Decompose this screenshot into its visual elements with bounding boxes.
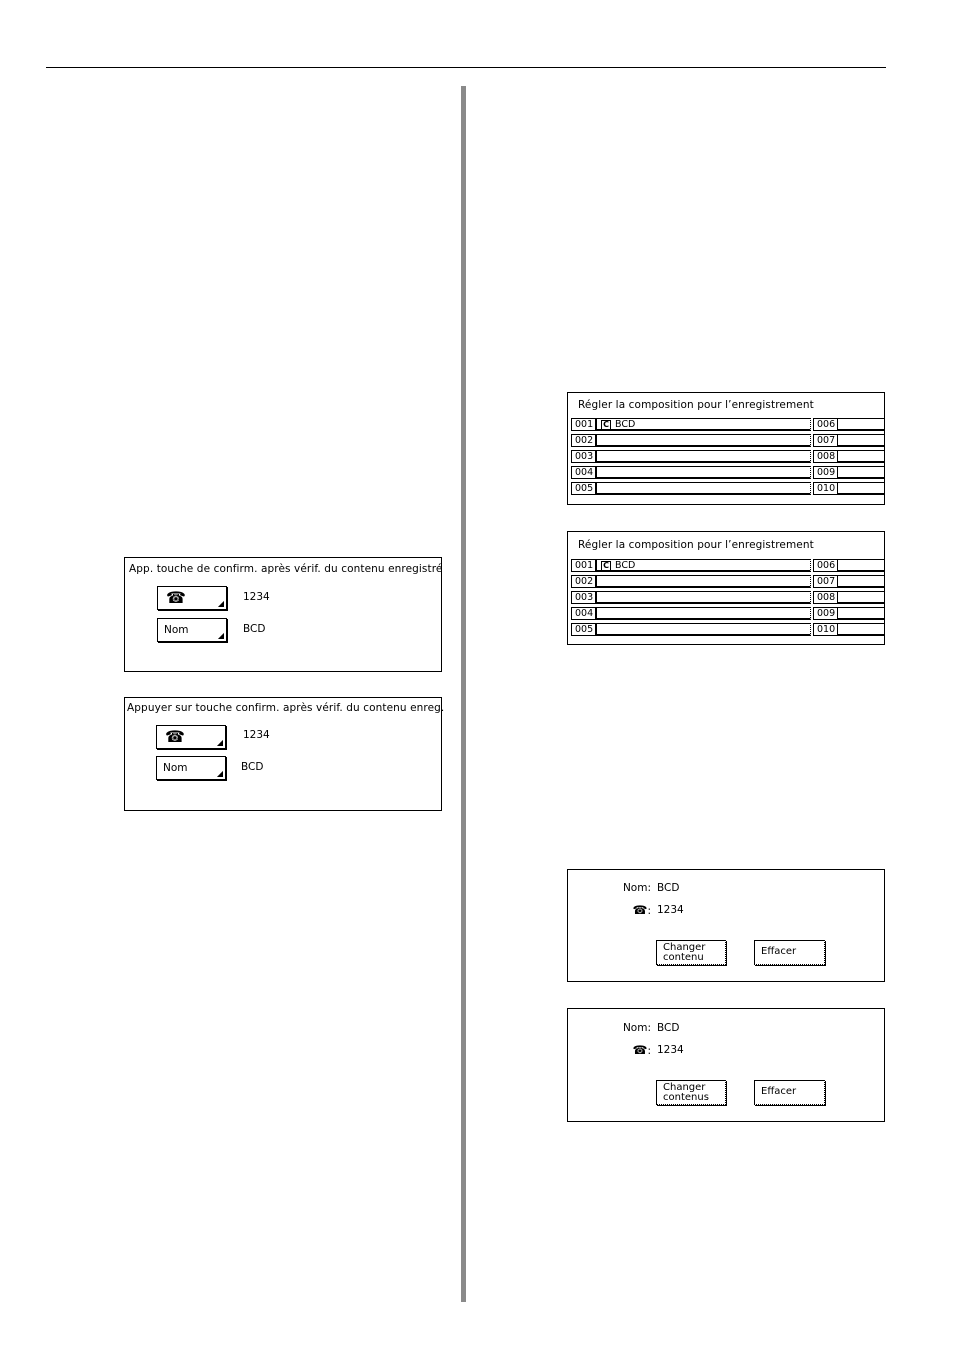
entry-number[interactable]: 006 [813,559,838,572]
name-button[interactable] [156,756,226,780]
entry-number: 002 [571,575,596,588]
list-row[interactable] [571,450,885,463]
name-button-label: Nom [163,762,188,774]
corner-marker-icon: ◢ [216,738,223,747]
list-row[interactable] [571,591,885,604]
name-button[interactable] [157,618,227,642]
entry-detail-panel [567,869,885,982]
entry-number: 001 [571,559,596,572]
panel-title: App. touche de confirm. après vérif. du contenu enregistré [129,563,443,575]
top-rule [46,67,886,68]
phone-label: ☎: [632,903,651,917]
entry-number[interactable]: 007 [813,575,838,588]
phone-value: 1234 [657,904,684,916]
entry-number: 004 [571,466,596,479]
entry-detail-panel [567,1008,885,1122]
entry-number[interactable]: 006 [813,418,838,431]
entry-name-cell[interactable] [838,559,885,572]
entry-name: BCD [615,560,636,571]
name-value: BCD [243,623,266,635]
name-value: BCD [657,1022,680,1034]
phone-icon: ☎ [632,1043,648,1057]
list-row[interactable] [571,559,885,572]
phone-label: ☎: [632,1043,651,1057]
speed-dial-list-panel [567,531,885,645]
entry-number: 002 [571,434,596,447]
entry-name-cell[interactable] [596,450,811,463]
entry-name-cell[interactable] [838,623,885,636]
panel-title: Régler la composition pour l’enregistrement [578,399,814,411]
phone-icon: ☎ [165,727,185,746]
entry-number[interactable]: 009 [813,466,838,479]
entry-number[interactable]: 010 [813,623,838,636]
entry-name-cell[interactable] [838,434,885,447]
name-value: BCD [241,761,264,773]
phone-value: 1234 [243,729,270,741]
list-row[interactable] [571,623,885,636]
entry-name-cell[interactable] [596,466,811,479]
speed-dial-list-panel [567,392,885,505]
entry-number: 005 [571,482,596,495]
entry-number: 001 [571,418,596,431]
entry-name-cell[interactable] [596,591,811,604]
panel-title: Appuyer sur touche confirm. après vérif. du contenu enreg. [127,702,445,714]
entry-name-cell[interactable] [838,450,885,463]
entry-number: 003 [571,591,596,604]
entry-number: 005 [571,623,596,636]
phone-value: 1234 [657,1044,684,1056]
entry-number[interactable]: 010 [813,482,838,495]
entry-number[interactable]: 008 [813,450,838,463]
phone-value: 1234 [243,591,270,603]
entry-name-cell[interactable] [596,559,811,572]
group-badge-icon: C [601,561,611,571]
corner-marker-icon: ◢ [217,599,224,608]
entry-number[interactable]: 007 [813,434,838,447]
confirm-panel [124,697,445,811]
column-divider [461,86,466,1302]
phone-number-button[interactable] [156,725,226,749]
name-button-label: Nom [164,624,189,636]
list-row[interactable] [571,607,885,620]
name-label: Nom: [622,882,651,894]
panel-title: Régler la composition pour l’enregistrement [578,539,814,551]
entry-name-cell[interactable] [596,607,811,620]
phone-number-button[interactable] [157,586,227,610]
entry-number[interactable]: 009 [813,607,838,620]
entry-name-cell[interactable] [596,623,811,636]
confirm-panel [124,557,442,672]
corner-marker-icon: ◢ [217,631,224,640]
list-row[interactable] [571,575,885,588]
entry-name-cell[interactable] [838,466,885,479]
phone-icon: ☎ [632,903,648,917]
entry-number: 004 [571,607,596,620]
list-row[interactable] [571,434,885,447]
entry-name-cell[interactable] [596,575,811,588]
entry-name-cell[interactable] [838,418,885,431]
entry-number[interactable]: 008 [813,591,838,604]
entry-name-cell[interactable] [596,434,811,447]
entry-name-cell[interactable] [596,482,811,495]
list-row[interactable] [571,466,885,479]
name-label: Nom: [622,1022,651,1034]
corner-marker-icon: ◢ [216,769,223,778]
change-contents-button[interactable]: Changer contenus [656,1080,726,1105]
delete-button[interactable]: Effacer [754,1080,825,1105]
entry-name-cell[interactable] [838,591,885,604]
entry-name: BCD [615,419,636,430]
change-contents-button[interactable]: Changer contenu [656,940,726,965]
delete-button[interactable]: Effacer [754,940,825,965]
entry-name-cell[interactable] [838,607,885,620]
name-value: BCD [657,882,680,894]
entry-name-cell[interactable] [838,482,885,495]
list-row[interactable] [571,418,885,431]
entry-name-cell[interactable] [596,418,811,431]
entry-name-cell[interactable] [838,575,885,588]
entry-number: 003 [571,450,596,463]
group-badge-icon: C [601,420,611,430]
phone-icon: ☎ [166,588,186,607]
list-row[interactable] [571,482,885,495]
